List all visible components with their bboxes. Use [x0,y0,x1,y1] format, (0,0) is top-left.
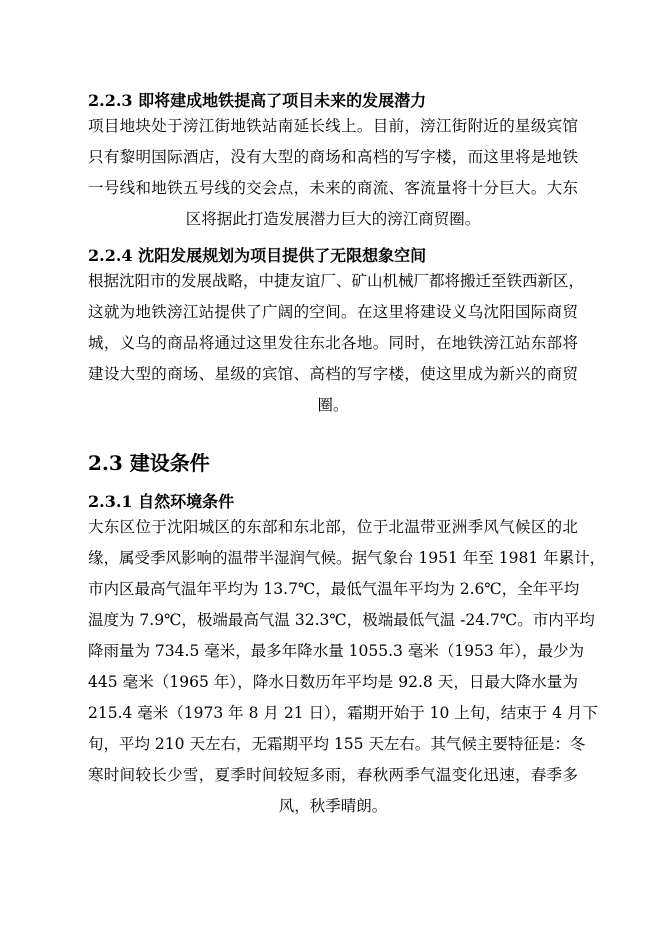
paragraph-line: 445 毫米（1965 年），降水日数历年平均是 92.8 天，日最大降水量为 [88,673,578,691]
section-paragraph-2-2-4 [88,266,585,421]
paragraph-line: 项目地块处于滂江街地铁站南延长线上。目前，滂江街附近的星级宾馆 [88,117,578,135]
section-heading-2-2-3: 2.2.3 即将建成地铁提高了项目未来的发展潜力 [88,91,427,110]
section-heading-2-3: 2.3 建设条件 [88,451,210,475]
paragraph-line: 建设大型的商场、星级的宾馆、高档的写字楼，使这里成为新兴的商贸 [88,365,578,383]
paragraph-line: 降雨量为 734.5 毫米，最多年降水量 1055.3 毫米（1953 年），最少为 [88,642,584,660]
paragraph-line: 风，秋季晴朗。 [278,797,388,815]
paragraph-line: 城，义乌的商品将通过这里发往东北各地。同时，在地铁滂江站东部将 [88,334,578,352]
paragraph-line: 一号线和地铁五号线的交会点，未来的商流、客流量将十分巨大。大东 [88,179,578,197]
paragraph-line: 215.4 毫米（1973 年 8 月 21 日），霜期开始于 10 上旬，结束于 4 月下 [88,704,599,722]
paragraph-line: 温度为 7.9℃，极端最高气温 32.3℃，极端最低气温 -24.7℃。市内平均 [88,611,595,629]
section-heading-2-2-4: 2.2.4 沈阳发展规划为项目提供了无限想象空间 [88,246,427,265]
paragraph-line: 寒时间较长少雪，夏季时间较短多雨，春秋两季气温变化迅速，春季多 [88,766,578,784]
paragraph-line: 旬，平均 210 天左右，无霜期平均 155 天左右。其气候主要特征是：冬 [88,735,586,753]
paragraph-line: 大东区位于沈阳城区的东部和东北部，位于北温带亚洲季风气候区的北 [88,518,578,536]
paragraph-line: 只有黎明国际酒店，没有大型的商场和高档的写字楼，而这里将是地铁 [88,148,578,166]
paragraph-line: 缘，属受季风影响的温带半湿润气候。据气象台 1951 年至 1981 年累计， [88,549,606,567]
paragraph-line: 市内区最高气温年平均为 13.7℃，最低气温年平均为 2.6℃，全年平均 [88,580,580,598]
section-paragraph-2-2-3 [88,111,578,235]
paragraph-line: 区将据此打造发展潜力巨大的滂江商贸圈。 [185,210,481,228]
paragraph-line: 这就为地铁滂江站提供了广阔的空间。在这里将建设义乌沈阳国际商贸 [88,303,578,321]
paragraph-line: 根据沈阳市的发展战略，中捷友谊厂、矿山机械厂都将搬迁至铁西新区， [88,272,585,290]
section-heading-2-3-1: 2.3.1 自然环境条件 [88,492,235,511]
paragraph-line: 圈。 [317,396,349,414]
section-paragraph-2-3-1 [88,512,606,822]
